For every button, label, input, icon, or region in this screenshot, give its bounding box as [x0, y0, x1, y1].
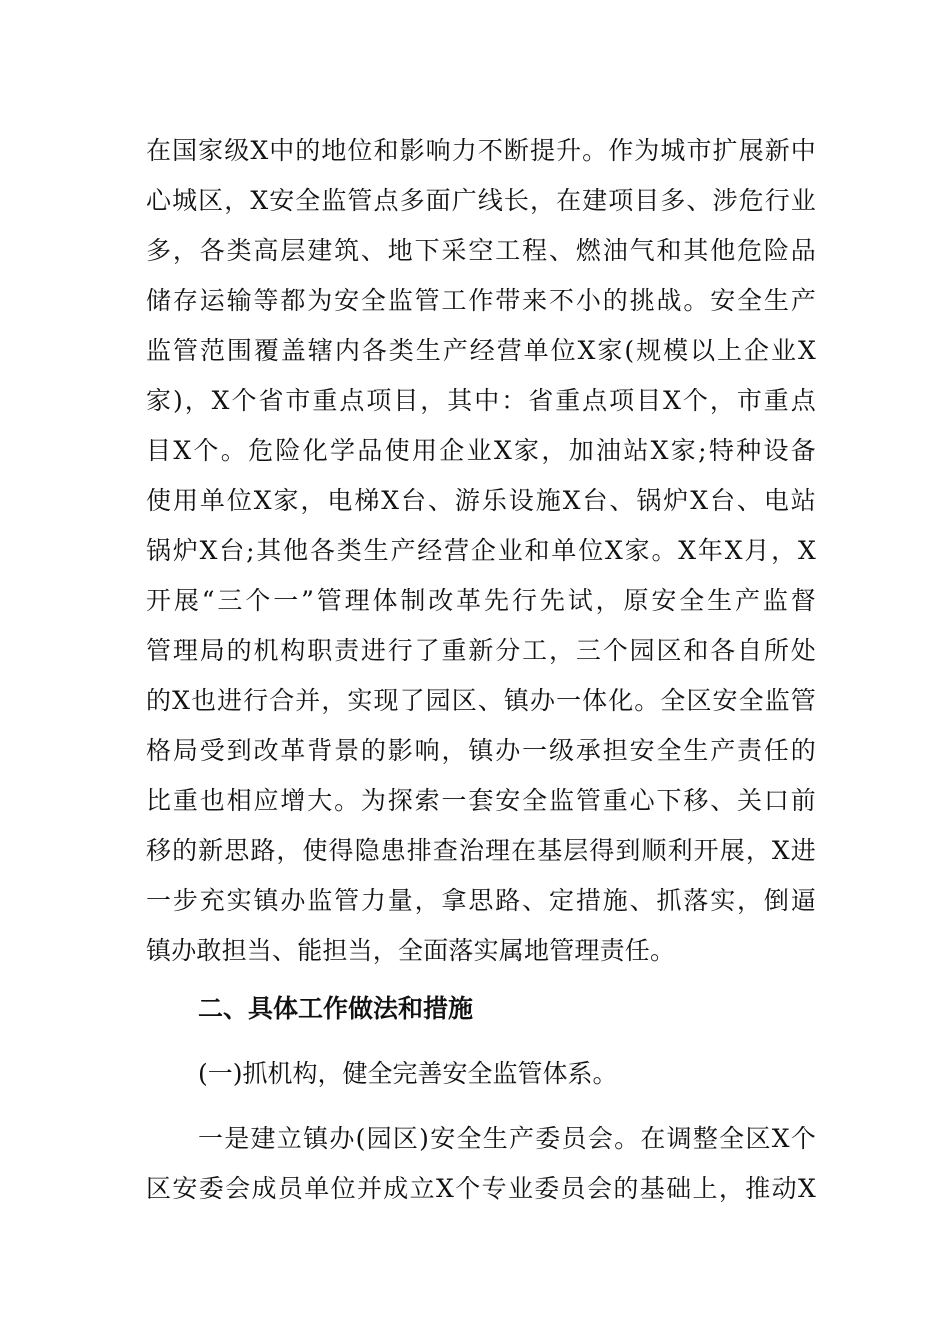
- text-line: 储存运输等都为安全监管工作带来不小的挑战。安全生产: [146, 286, 816, 315]
- text-line: 移的新思路，使得隐患排查治理在基层得到顺利开展，X进: [146, 836, 816, 865]
- text-line: 在国家级X中的地位和影响力不断提升。作为城市扩展新中: [146, 136, 816, 165]
- body-paragraph: [146, 1114, 816, 1214]
- text-line: 的X也进行合并，实现了园区、镇办一体化。全区安全监管: [146, 686, 816, 715]
- text-line: 管理局的机构职责进行了重新分工，三个园区和各自所处: [146, 636, 816, 665]
- text-line: 开展“三个一”管理体制改革先行先试，原安全生产监督: [146, 586, 816, 615]
- text-line: 区安委会成员单位并成立X个专业委员会的基础上，推动X: [146, 1174, 816, 1203]
- text-line: 一是建立镇办(园区)安全生产委员会。在调整全区X个: [198, 1124, 816, 1153]
- text-line: 目X个。危险化学品使用企业X家，加油站X家;特种设备: [146, 436, 816, 465]
- body-paragraph: [146, 126, 816, 976]
- text-line: 心城区，X安全监管点多面广线长，在建项目多、涉危行业: [146, 186, 816, 215]
- text-line: 使用单位X家，电梯X台、游乐设施X台、锅炉X台、电站: [146, 486, 816, 515]
- text-line: 格局受到改革背景的影响，镇办一级承担安全生产责任的: [146, 736, 816, 765]
- section-heading: 二、具体工作做法和措施: [198, 994, 474, 1023]
- text-line: 家)，X个省市重点项目，其中：省重点项目X个，市重点: [146, 386, 816, 415]
- text-line: 一步充实镇办监管力量，拿思路、定措施、抓落实，倒逼: [146, 886, 816, 915]
- text-line: 监管范围覆盖辖内各类生产经营单位X家(规模以上企业X: [146, 336, 816, 365]
- text-line: 多，各类高层建筑、地下采空工程、燃油气和其他危险品: [146, 236, 816, 265]
- subsection-heading: (一)抓机构，健全完善安全监管体系。: [198, 1059, 618, 1088]
- text-line: 锅炉X台;其他各类生产经营企业和单位X家。X年X月，X: [146, 536, 816, 565]
- text-line: 比重也相应增大。为探索一套安全监管重心下移、关口前: [146, 786, 816, 815]
- text-line: 镇办敢担当、能担当，全面落实属地管理责任。: [146, 936, 676, 965]
